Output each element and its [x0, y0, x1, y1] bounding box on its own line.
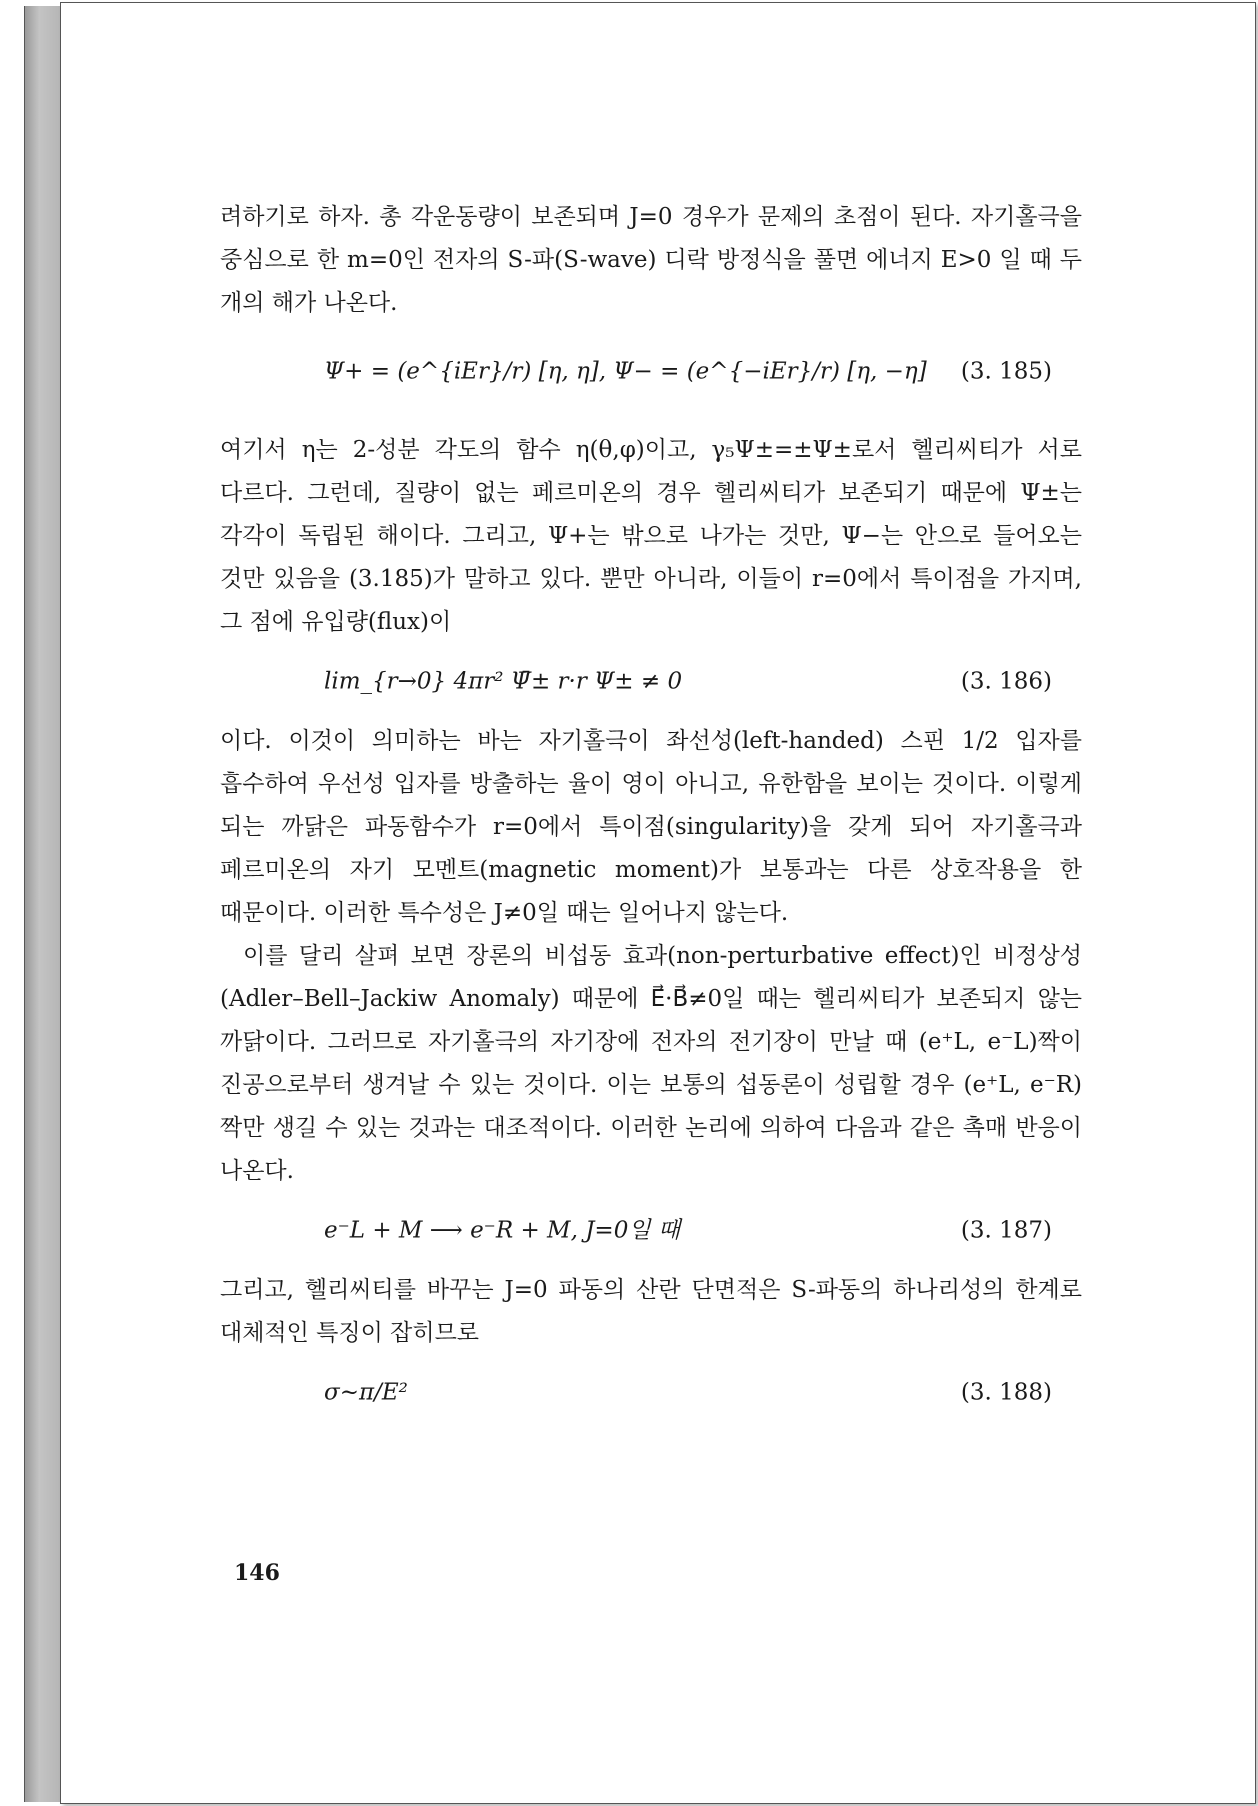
equation-formula: lim_{r→0} 4πr² Ψ̄± r·r Ψ± ≠ 0 — [324, 668, 683, 695]
equation-number: (3. 188) — [960, 1379, 1052, 1406]
paragraph-1: 려하기로 하자. 총 각운동량이 보존되며 J=0 경우가 문제의 초점이 된다. 자기홀극을 중심으로 한 m=0인 전자의 S-파(S-wave) 디락 방정식을 풀면 에너지 E>0 일 때 두 개의 해가 나온다. — [220, 204, 1082, 316]
equation-3-188 — [220, 1365, 1082, 1421]
equation-number: (3. 185) — [960, 358, 1052, 385]
equation-3-185 — [220, 329, 1082, 415]
paragraph-5: 그리고, 헬리씨티를 바꾸는 J=0 파동의 산란 단면적은 S-파동의 하나리성의 한계로 대체적인 특징이 잡히므로 — [220, 1277, 1082, 1346]
paragraph-3: 이다. 이것이 의미하는 바는 자기홀극이 좌선성(left-handed) 스핀 1/2 입자를 흡수하여 우선성 입자를 방출하는 율이 영이 아니고, 유한함을 보이는 것이다. 이렇게 되는 까닭은 파동함수가 r=0에서 특이점(singularity)을 갖게 되어 자기홀극과 페르미온의 자기 모멘트(magnetic moment)가 보통과는 다른 상호작용을 한 때문이다. 이러한 특수성은 J≠0일 때는 일어나지 않는다. — [220, 728, 1082, 926]
book-spine — [24, 6, 62, 1802]
equation-formula: e⁻L + M ⟶ e⁻R + M, J=0일 때 — [324, 1217, 681, 1244]
page-content — [220, 196, 1082, 1431]
page-number: 146 — [234, 1560, 280, 1586]
equation-number: (3. 187) — [960, 1217, 1052, 1244]
equation-formula: Ψ+ = (e^{iEr}/r) [η, η], Ψ− = (e^{−iEr}/r) [η, −η] — [324, 358, 927, 385]
paragraph-2: 여기서 η는 2-성분 각도의 함수 η(θ,φ)이고, γ₅Ψ±=±Ψ±로서 헬리씨티가 서로 다르다. 그런데, 질량이 없는 페르미온의 경우 헬리씨티가 보존되기 때문에 Ψ±는 각각이 독립된 해이다. 그리고, Ψ+는 밖으로 나가는 것만, Ψ−는 안으로 들어오는 것만 있음을 (3.185)가 말하고 있다. 뿐만 아니라, 이들이 r=0에서 특이점을 가지며, 그 점에 유입량(flux)이 — [220, 437, 1082, 635]
equation-number: (3. 186) — [960, 668, 1052, 695]
paragraph-4: 이를 달리 살펴 보면 장론의 비섭동 효과(non-perturbative effect)인 비정상성(Adler–Bell–Jackiw Anomaly) 때문에 E⃗·B⃗≠0일 때는 헬리씨티가 보존되지 않는 까닭이다. 그러므로 자기홀극의 자기장에 전자의 전기장이 만날 때 (e⁺L, e⁻L)짝이 진공으로부터 생겨날 수 있는 것이다. 이는 보통의 섭동론이 성립할 경우 (e⁺L, e⁻R)짝만 생길 수 있는 것과는 대조적이다. 이러한 논리에 의하여 다음과 같은 촉매 반응이 나온다. — [220, 943, 1082, 1184]
equation-3-187 — [220, 1203, 1082, 1259]
equation-3-186 — [220, 654, 1082, 710]
equation-formula: σ∼π/E² — [324, 1379, 408, 1406]
